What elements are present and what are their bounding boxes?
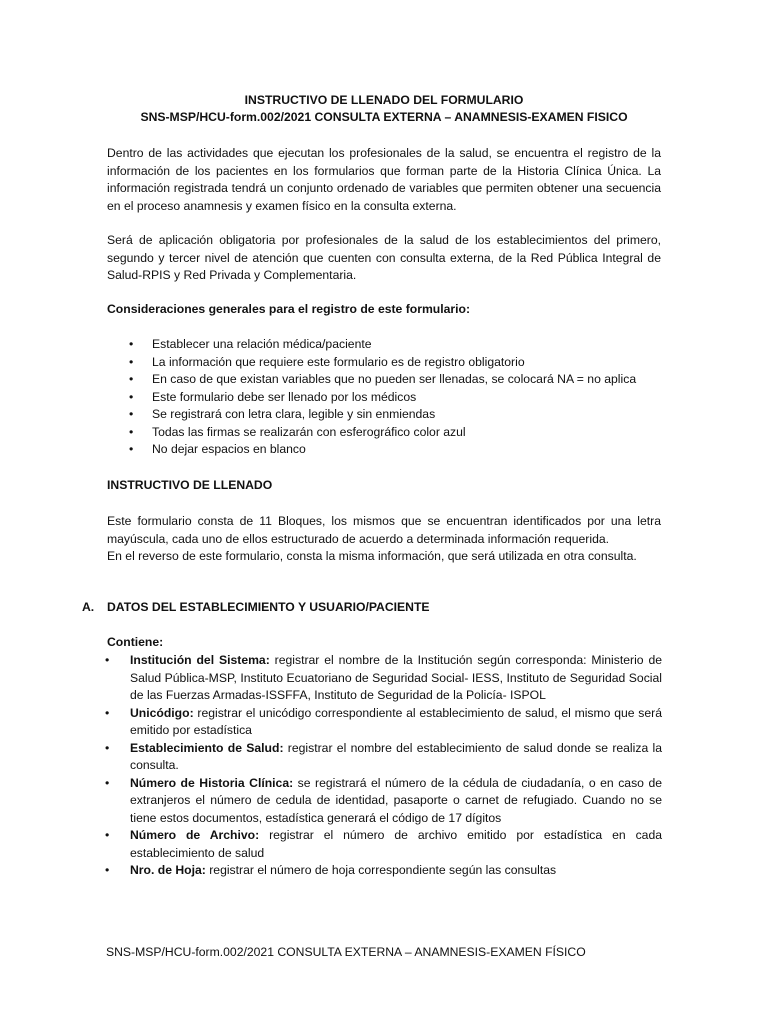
list-item: • Todas las firmas se realizarán con esferográfico color azul [107, 424, 661, 442]
contains-label: Contiene: [107, 635, 164, 649]
list-item [105, 827, 662, 862]
list-item: • No dejar espacios en blanco [107, 441, 661, 459]
item-term: Unicódigo: [130, 705, 194, 720]
list-item: • En caso de que existan variables que no pueden ser llenadas, se colocará NA = no aplica [107, 371, 661, 389]
instructions-paragraph-2: En el reverso de este formulario, consta la misma información, que será utilizada en otra consulta. [107, 549, 637, 563]
item-term: Establecimiento de Salud: [130, 740, 284, 755]
list-item [105, 775, 662, 828]
intro-paragraph-2: Será de aplicación obligatoria por profesionales de la salud de los establecimientos del primero, segundo y tercer nivel de atención que cuenten con consulta externa, de la Red Pública Integral de Salud-RPIS y Red Privada y Complementaria. [107, 233, 661, 282]
list-item: • Este formulario debe ser llenado por los médicos [107, 389, 661, 407]
item-term: Institución del Sistema: [130, 653, 270, 667]
item-text: registrar el número de hoja correspondiente según las consultas [205, 863, 557, 877]
list-item [105, 740, 662, 775]
item-text: registrar el número de archivo emitido por estadística en cada establecimiento de salud [130, 828, 663, 860]
section-letter: A. [82, 600, 95, 614]
item-term: Número de Archivo: [130, 828, 260, 842]
instructions-paragraph-1: Este formulario consta de 11 Bloques, los mismos que se encuentran identificados por una letra mayúscula, cada uno de ellos estructurado de acuerdo a determinada información requerida. [107, 514, 661, 546]
document-title: INSTRUCTIVO DE LLENADO DEL FORMULARIO [244, 93, 524, 107]
intro-paragraph-1: Dentro de las actividades que ejecutan los profesionales de la salud, se encuentra el registro de la información de los pacientes en los formularios que forman parte de la Historia Clínica Única. La información registrada tendrá un conjunto ordenado de variables que permiten obtener una secuencia en el proceso anamnesis y examen físico en la consulta externa. [107, 146, 661, 213]
section-a-heading [82, 599, 672, 617]
section-title: DATOS DEL ESTABLECIMIENTO Y USUARIO/PACIENTE [107, 600, 430, 614]
list-item [105, 652, 662, 705]
item-text: registrar el nombre de la Institución según corresponda: Ministerio de Salud Pública-MSP, Instituto Ecuatoriano de Seguridad Social- IESS, Instituto de Seguridad Social de las Fuerzas Armadas-ISSFFA, Instituto de Seguridad de la Policía- ISPOL [130, 653, 662, 702]
list-item [105, 705, 662, 740]
considerations-list [107, 336, 661, 459]
list-item [105, 862, 662, 880]
document-subtitle: SNS-MSP/HCU-form.002/2021 CONSULTA EXTERNA – ANAMNESIS-EXAMEN FISICO [140, 110, 628, 124]
list-item: • Se registrará con letra clara, legible y sin enmiendas [107, 406, 661, 424]
instructions-heading: INSTRUCTIVO DE LLENADO [107, 478, 273, 492]
item-text: se registrará el número de la cédula de ciudadanía, o en caso de extranjeros el número de cedula de identidad, pasaporte o carnet de refugiado. Cuando no se tiene estos documentos, estadística generará el código de 17 dígitos [130, 775, 662, 825]
section-a-items [105, 652, 662, 880]
item-text: registrar el nombre del establecimiento de salud donde se realiza la consulta. [130, 740, 662, 772]
list-item: • Establecer una relación médica/paciente [107, 336, 661, 354]
page-footer: SNS-MSP/HCU-form.002/2021 CONSULTA EXTERNA – ANAMNESIS-EXAMEN FÍSICO [106, 945, 586, 959]
item-term: Nro. de Hoja: [130, 863, 206, 877]
item-term: Número de Historia Clínica: [130, 775, 294, 790]
item-text: registrar el unicódigo correspondiente al establecimiento de salud, el mismo que será emitido por estadística [130, 705, 662, 737]
list-item: • La información que requiere este formulario es de registro obligatorio [107, 354, 661, 372]
considerations-heading: Consideraciones generales para el registro de este formulario: [107, 302, 471, 316]
